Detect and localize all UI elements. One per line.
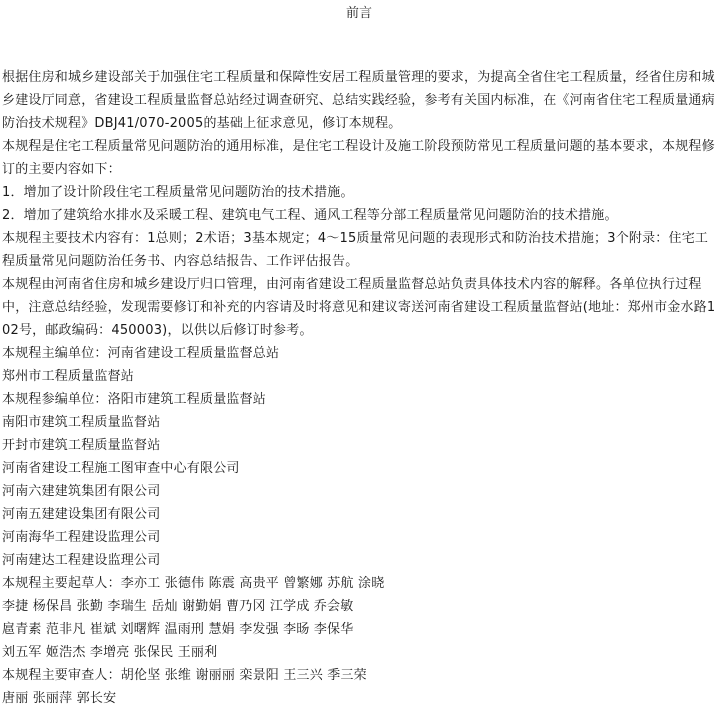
paragraph-technical-content: 本规程主要技术内容有：1总则；2术语；3基本规定；4～15质量常见问题的表现形式和防治技术措施；3个附录：住宅工程质量常见问题防治任务书、内容总结报告、工作评估报告。 [2,231,709,269]
participating-unit-2: 南阳市建筑工程质量监督站 [2,415,161,430]
document-body [2,66,716,710]
chief-editor-unit-2: 郑州市工程质量监督站 [2,369,135,384]
participating-unit-6: 河南五建建设集团有限公司 [2,507,161,522]
drafters-line-3: 扈青素 范非凡 崔斌 刘曙辉 温雨刑 慧娟 李发强 李旸 李保华 [2,622,354,637]
drafters-line-2: 李捷 杨保昌 张勤 李瑞生 岳灿 谢勤娟 曹乃冈 江学成 乔会敏 [2,599,354,614]
participating-unit-1: 本规程参编单位：洛阳市建筑工程质量监督站 [2,392,267,407]
drafters-line-1: 本规程主要起草人：李亦工 张德伟 陈震 高贵平 曾繁娜 苏航 涂晓 [2,576,385,591]
participating-unit-7: 河南海华工程建设监理公司 [2,530,161,545]
paragraph-scope: 本规程是住宅工程质量常见问题防治的通用标准，是住宅工程设计及施工阶段预防常见工程质量问题的基本要求，本规程修订的主要内容如下： [2,139,715,177]
participating-unit-8: 河南建达工程建设监理公司 [2,553,161,568]
participating-unit-3: 开封市建筑工程质量监督站 [2,438,161,453]
reviewers-line-1: 本规程主要审查人：胡伦坚 张维 谢丽丽 栾景阳 王三兴 季三荣 [2,668,367,683]
page-title: 前言 [345,6,372,21]
paragraph-intro: 根据住房和城乡建设部关于加强住宅工程质量和保障性安居工程质量管理的要求，为提高全省住宅工程质量，经省住房和城乡建设厅同意，省建设工程质量监督总站经过调查研究、总结实践经验，参考有关国内标准，在《河南省住宅工程质量通病防治技术规程》DBJ41/070-2005的基础上征求意见，修订本规程。 [2,70,715,131]
list-item-revision-2: 2．增加了建筑给水排水及采暖工程、建筑电气工程、通风工程等分部工程质量常见问题防治的技术措施。 [2,208,618,223]
chief-editor-unit: 本规程主编单位：河南省建设工程质量监督总站 [2,346,280,361]
paragraph-administration: 本规程由河南省住房和城乡建设厅归口管理，由河南省建设工程质量监督总站负责具体技术内容的解释。各单位执行过程中，注意总结经验，发现需要修订和补充的内容请及时将意见和建议寄送河南省建设工程质量监督站(地址：郑州市金水路102号，邮政编码：450003)，以供以后修订时参考。 [2,277,716,338]
reviewers-line-2: 唐丽 张丽萍 郭长安 [2,691,117,706]
participating-unit-4: 河南省建设工程施工图审查中心有限公司 [2,461,240,476]
list-item-revision-1: 1．增加了设计阶段住宅工程质量常见问题防治的技术措施。 [2,185,354,200]
drafters-line-4: 刘五军 姬浩杰 李增亮 张保民 王丽利 [2,645,218,660]
participating-unit-5: 河南六建建筑集团有限公司 [2,484,161,499]
